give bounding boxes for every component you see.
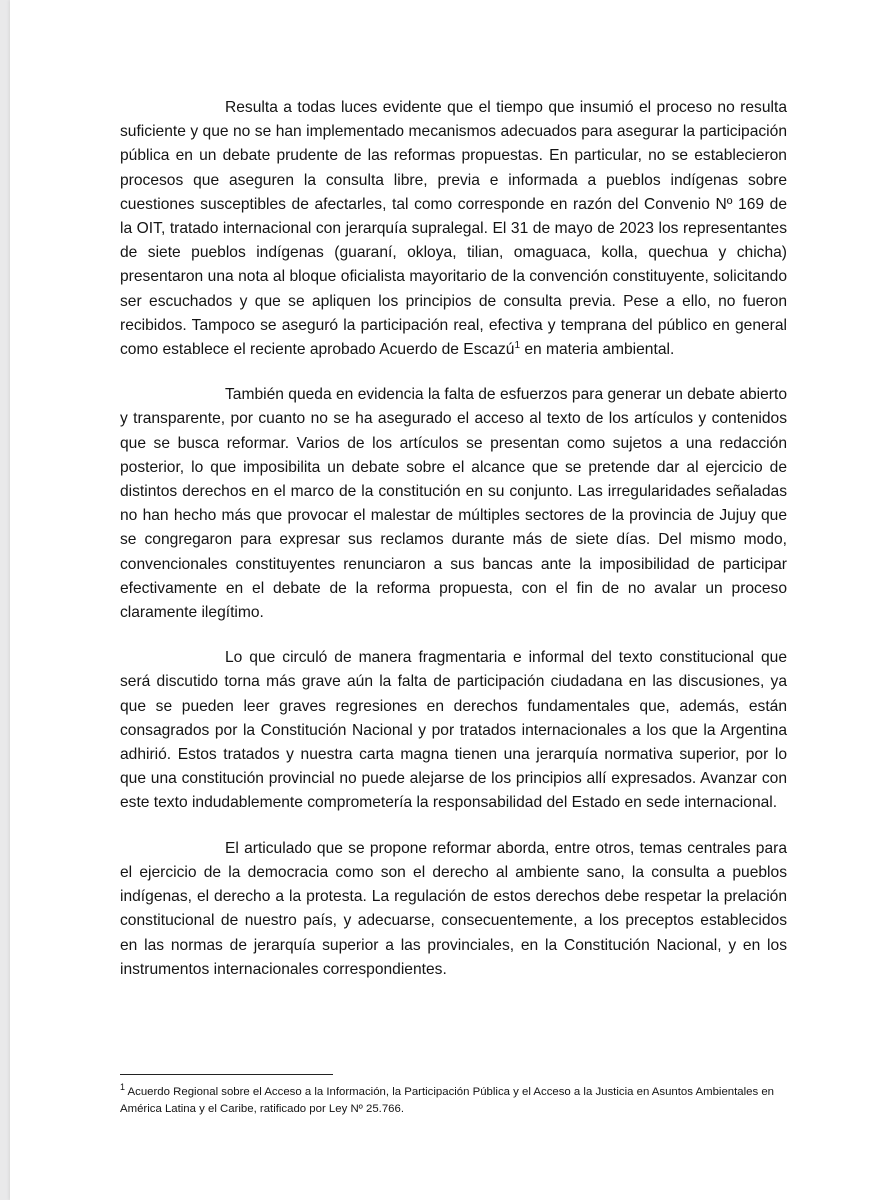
footnote-text: Acuerdo Regional sobre el Acceso a la Información, la Participación Pública y el Acceso a la Justicia en Asuntos Ambientales en América Latina y el Caribe, ratificado por Ley Nº 25.766. bbox=[120, 1086, 775, 1115]
paragraph-text-continued: en materia ambiental. bbox=[520, 341, 675, 359]
paragraph-participation bbox=[120, 96, 787, 362]
paragraph-text: El articulado que se propone reformar aborda, entre otros, temas centrales para el ejercicio de la democracia como son el derecho al ambiente sano, la consulta a pueblos indígenas, el derecho a la protesta. La regulación de estos derechos debe respetar la prelación constitucional de nuestro país, y adecuarse, consecuentemente, a los preceptos establecidos en las normas de jerarquía superior a las provinciales, en la Constitución Nacional, y en los instrumentos internacionales correspondientes. bbox=[120, 839, 787, 978]
paragraph-transparency bbox=[120, 383, 787, 625]
footnote bbox=[120, 1084, 787, 1118]
document-body bbox=[120, 96, 787, 1003]
footnote-separator bbox=[120, 1074, 333, 1075]
paragraph-articles bbox=[120, 837, 787, 982]
paragraph-text: También queda en evidencia la falta de esfuerzos para generar un debate abierto y transparente, por cuanto no se ha asegurado el acceso al texto de los artículos y contenidos que se busca reformar. Varios de los artículos se presentan como sujetos a una redacción posterior, lo que imposibilita un debate sobre el alcance que se pretende dar al ejercicio de distintos derechos en el marco de la constitución en su conjunto. Las irregularidades señaladas no han hecho más que provocar el malestar de múltiples sectores de la provincia de Jujuy que se congregaron para expresar sus reclamos durante más de siete días. Del mismo modo, convencionales constituyentes renunciaron a sus bancas ante la imposibilidad de participar efectivamente en el debate de la reforma propuesta, con el fin de no avalar un proceso claramente ilegítimo. bbox=[120, 386, 787, 622]
footnote-number: 1 bbox=[120, 1082, 126, 1092]
document-page bbox=[10, 0, 887, 1200]
paragraph-regressions bbox=[120, 646, 787, 815]
paragraph-text: Resulta a todas luces evidente que el tiempo que insumió el proceso no resulta suficiente y que no se han implementado mecanismos adecuados para asegurar la participación pública en un debate prudente de las reformas propuestas. En particular, no se establecieron procesos que aseguren la consulta libre, previa e informada a pueblos indígenas sobre cuestiones susceptibles de afectarles, tal como corresponde en razón del Convenio Nº 169 de la OIT, tratado internacional con jerarquía supralegal. El 31 de mayo de 2023 los representantes de siete pueblos indígenas (guaraní, okloya, tilian, omaguaca, kolla, quechua y chicha) presentaron una nota al bloque oficialista mayoritario de la convención constituyente, solicitando ser escuchados y que se apliquen los principios de consulta previa. Pese a ello, no fueron recibidos. Tampoco se aseguró la participación real, efectiva y temprana del público en general como establece el reciente aprobado Acuerdo de Escazú bbox=[120, 99, 787, 359]
paragraph-text: Lo que circuló de manera fragmentaria e informal del texto constitucional que será discutido torna más grave aún la falta de participación ciudadana en las discusiones, ya que se pueden leer graves regresiones en derechos fundamentales que, además, están consagrados por la Constitución Nacional y por tratados internacionales a los que la Argentina adhirió. Estos tratados y nuestra carta magna tienen una jerarquía normativa superior, por lo que una constitución provincial no puede alejarse de los principios allí expresados. Avanzar con este texto indudablemente comprometería la responsabilidad del Estado en sede internacional. bbox=[120, 649, 787, 812]
footnote-reference: 1 bbox=[514, 340, 520, 352]
